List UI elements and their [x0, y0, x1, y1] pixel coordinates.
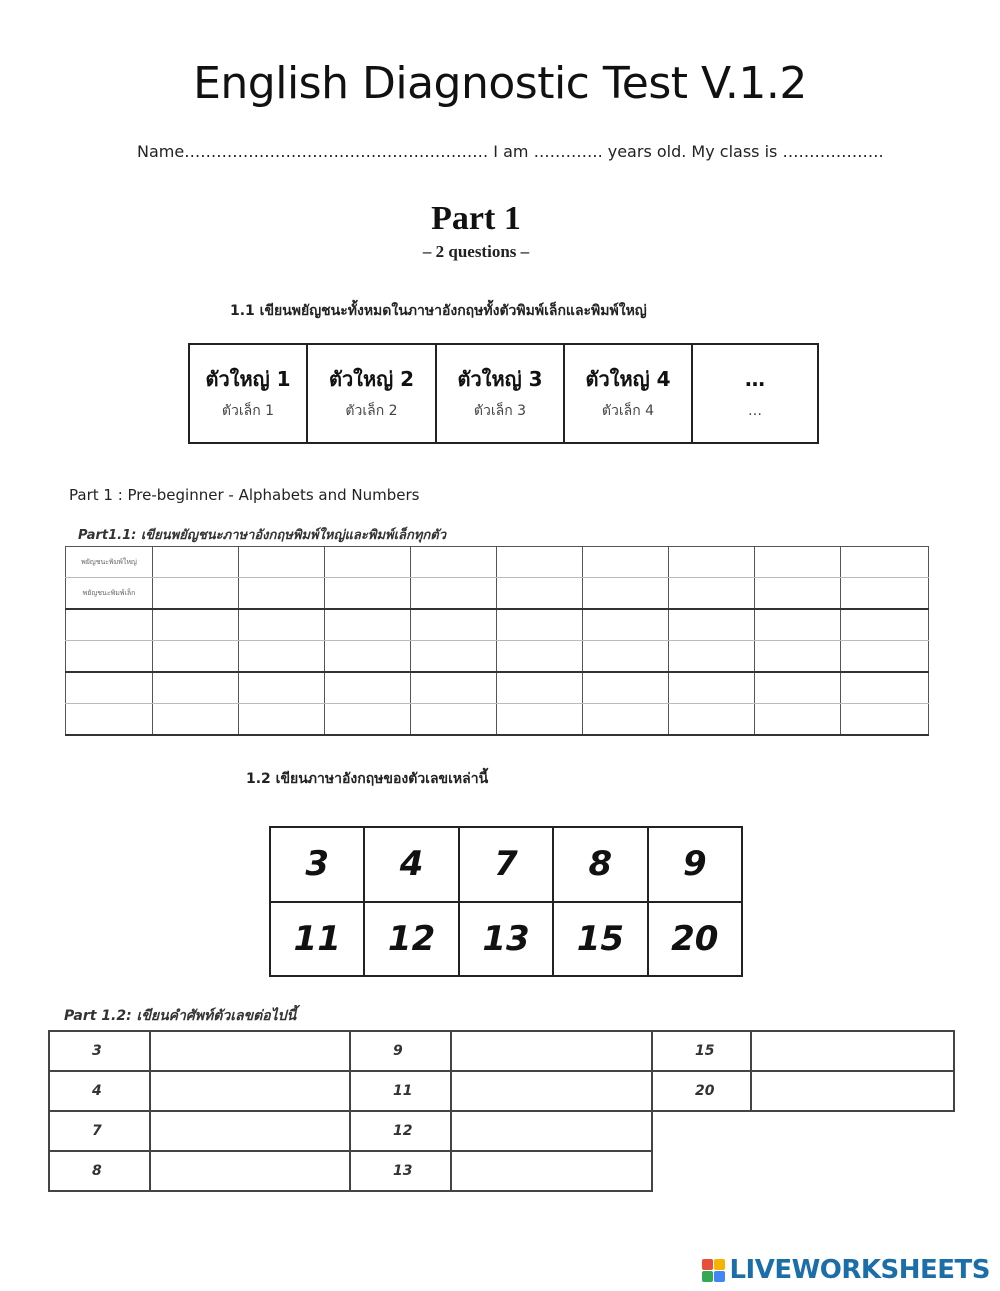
answer-cell[interactable]: [669, 547, 755, 578]
answer-cell[interactable]: [411, 578, 497, 610]
answer-cell[interactable]: [841, 547, 929, 578]
answer-cell[interactable]: [411, 704, 497, 736]
number-cell: 13: [459, 902, 553, 977]
number-label: 8: [49, 1151, 150, 1191]
answer-cell[interactable]: [153, 609, 239, 641]
example-cell: [692, 344, 818, 443]
answer-cell[interactable]: [669, 641, 755, 673]
number-label: 7: [49, 1111, 150, 1151]
answer-cell[interactable]: [841, 704, 929, 736]
number-label: 11: [350, 1071, 451, 1111]
question-1-1-label: 1.1 เขียนพยัญชนะทั้งหมดในภาษาอังกฤษทั้งตัวพิมพ์เล็กและพิมพ์ใหญ่: [230, 303, 647, 319]
example-cell: [189, 344, 307, 443]
part-1-2-label: Part 1.2: เขียนคำศัพท์ตัวเลขต่อไปนี้: [64, 1008, 297, 1024]
liveworksheets-brand: [702, 1255, 990, 1285]
word-answer-field[interactable]: [751, 1071, 954, 1111]
alphabet-answer-grid: [65, 546, 929, 736]
number-label: 15: [652, 1031, 751, 1071]
number-cell: 8: [553, 827, 647, 902]
answer-cell[interactable]: [153, 578, 239, 610]
number-label: 9: [350, 1031, 451, 1071]
answer-cell[interactable]: [411, 609, 497, 641]
empty-space: [751, 1111, 954, 1151]
answer-cell[interactable]: [325, 609, 411, 641]
example-cell: [307, 344, 436, 443]
answer-cell[interactable]: [239, 578, 325, 610]
answer-cell[interactable]: [325, 547, 411, 578]
number-label: 12: [350, 1111, 451, 1151]
worksheet-title: English Diagnostic Test V.1.2: [193, 58, 807, 109]
answer-cell[interactable]: [325, 672, 411, 704]
answer-cell[interactable]: [583, 547, 669, 578]
number-cell: 15: [553, 902, 647, 977]
word-answer-field[interactable]: [150, 1151, 350, 1191]
number-label: 13: [350, 1151, 451, 1191]
empty-space: [652, 1151, 751, 1191]
answer-cell[interactable]: [583, 704, 669, 736]
row-label-lower: พยัญชนะพิมพ์เล็ก: [66, 578, 153, 610]
answer-cell[interactable]: [66, 672, 153, 704]
example-upper: ตัวใหญ่ 2: [328, 366, 415, 391]
numbers-table: [269, 826, 743, 977]
word-answer-field[interactable]: [451, 1031, 652, 1071]
answer-cell[interactable]: [583, 609, 669, 641]
answer-cell[interactable]: [411, 641, 497, 673]
number-cell: 12: [364, 902, 458, 977]
part-heading: Part 1: [431, 200, 521, 237]
example-lower: ตัวเล็ก 1: [221, 402, 275, 419]
answer-cell[interactable]: [239, 704, 325, 736]
answer-cell[interactable]: [841, 672, 929, 704]
word-answer-field[interactable]: [751, 1031, 954, 1071]
answer-cell[interactable]: [755, 578, 841, 610]
number-cell: 3: [270, 827, 364, 902]
answer-cell[interactable]: [755, 704, 841, 736]
answer-cell[interactable]: [497, 547, 583, 578]
word-answer-field[interactable]: [150, 1071, 350, 1111]
answer-cell[interactable]: [325, 704, 411, 736]
example-upper: ตัวใหญ่ 4: [585, 366, 671, 391]
answer-cell[interactable]: [841, 641, 929, 673]
word-answer-field[interactable]: [451, 1111, 652, 1151]
answer-cell[interactable]: [755, 609, 841, 641]
answer-cell[interactable]: [497, 641, 583, 673]
answer-cell[interactable]: [669, 609, 755, 641]
answer-cell[interactable]: [153, 547, 239, 578]
example-upper: …: [745, 366, 765, 391]
empty-space: [751, 1151, 954, 1191]
answer-cell[interactable]: [239, 609, 325, 641]
answer-cell[interactable]: [153, 672, 239, 704]
example-upper: ตัวใหญ่ 1: [205, 366, 291, 391]
answer-cell[interactable]: [755, 547, 841, 578]
answer-cell[interactable]: [325, 641, 411, 673]
answer-cell[interactable]: [66, 641, 153, 673]
answer-cell[interactable]: [153, 704, 239, 736]
example-lower: …: [748, 402, 762, 419]
answer-cell[interactable]: [411, 547, 497, 578]
brand-text: LIVEWORKSHEETS: [729, 1255, 990, 1285]
answer-cell[interactable]: [239, 672, 325, 704]
example-lower: ตัวเล็ก 2: [345, 402, 398, 419]
example-upper: ตัวใหญ่ 3: [457, 366, 543, 391]
answer-cell[interactable]: [239, 641, 325, 673]
example-lower: ตัวเล็ก 4: [601, 402, 655, 419]
answer-cell[interactable]: [153, 641, 239, 673]
answer-cell[interactable]: [497, 578, 583, 610]
number-cell: 11: [270, 902, 364, 977]
pre-beginner-heading: Part 1 : Pre-beginner - Alphabets and Numbers: [69, 486, 420, 504]
number-cell: 9: [648, 827, 742, 902]
row-label-upper: พยัญชนะพิมพ์ใหญ่: [66, 547, 153, 578]
answer-cell[interactable]: [755, 641, 841, 673]
number-label: 20: [652, 1071, 751, 1111]
answer-cell[interactable]: [669, 704, 755, 736]
example-cell: [436, 344, 564, 443]
example-alphabet-table: [188, 343, 819, 444]
answer-cell[interactable]: [841, 609, 929, 641]
answer-cell[interactable]: [841, 578, 929, 610]
answer-cell[interactable]: [755, 672, 841, 704]
number-cell: 7: [459, 827, 553, 902]
answer-cell[interactable]: [583, 578, 669, 610]
name-age-class-line: Name………………………………………………… I am …………. years old. My class is ……………….: [137, 142, 884, 161]
number-label: 4: [49, 1071, 150, 1111]
word-answer-field[interactable]: [150, 1031, 350, 1071]
answer-cell[interactable]: [411, 672, 497, 704]
example-lower: ตัวเล็ก 3: [473, 402, 527, 419]
word-answer-field[interactable]: [451, 1151, 652, 1191]
liveworksheets-logo-icon: [702, 1259, 725, 1282]
answer-cell[interactable]: [669, 672, 755, 704]
answer-cell[interactable]: [583, 641, 669, 673]
answer-cell[interactable]: [66, 609, 153, 641]
number-words-table: [48, 1030, 955, 1192]
answer-cell[interactable]: [669, 578, 755, 610]
answer-cell[interactable]: [325, 578, 411, 610]
part-1-1-label: Part1.1: เขียนพยัญชนะภาษาอังกฤษพิมพ์ใหญ่และพิมพ์เล็กทุกตัว: [78, 528, 447, 543]
answer-cell[interactable]: [497, 609, 583, 641]
answer-cell[interactable]: [497, 704, 583, 736]
number-cell: 4: [364, 827, 458, 902]
answer-cell[interactable]: [583, 672, 669, 704]
word-answer-field[interactable]: [451, 1071, 652, 1111]
part-subheading: – 2 questions –: [422, 242, 530, 261]
empty-space: [652, 1111, 751, 1151]
question-1-2-label: 1.2 เขียนภาษาอังกฤษของตัวเลขเหล่านี้: [246, 771, 489, 787]
answer-cell[interactable]: [66, 704, 153, 736]
answer-cell[interactable]: [239, 547, 325, 578]
example-cell: [564, 344, 692, 443]
answer-cell[interactable]: [497, 672, 583, 704]
number-cell: 20: [648, 902, 742, 977]
word-answer-field[interactable]: [150, 1111, 350, 1151]
number-label: 3: [49, 1031, 150, 1071]
